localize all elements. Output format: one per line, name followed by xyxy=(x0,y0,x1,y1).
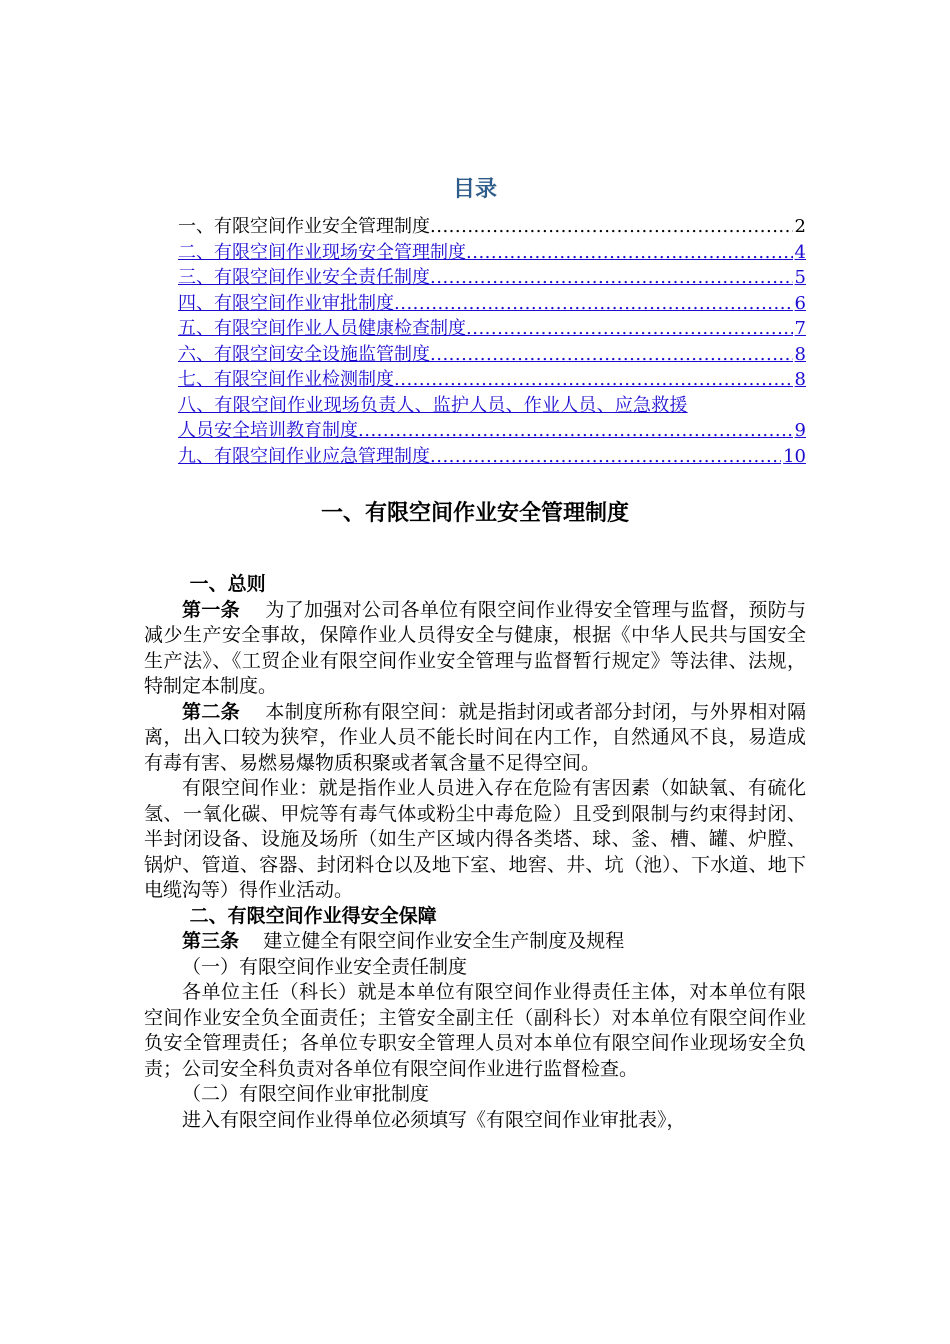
article-3 xyxy=(144,929,806,955)
toc-entry-label: 人员安全培训教育制度 xyxy=(178,420,358,441)
toc-entry-label: 二、有限空间作业现场安全管理制度 xyxy=(178,241,466,263)
article-text: 为了加强对公司各单位有限空间作业得安全管理与监督，预防与减少生产安全事故，保障作业人员得安全与健康，根据《中华人民共与国安全生产法》、《工贸企业有限空间作业安全管理与监督暂行规定》等法律、法规，特制定本制度。 xyxy=(144,598,806,697)
toc-entry-label: 一、有限空间作业安全管理制度 xyxy=(178,216,430,237)
toc-page-number: 7 xyxy=(794,318,806,339)
toc-entry-label: 七、有限空间作业检测制度 xyxy=(178,369,394,390)
toc-page-number: 4 xyxy=(794,241,806,263)
article-label: 第三条 xyxy=(182,930,240,952)
toc-entry-8-line1[interactable]: 八、有限空间作业现场负责人、监护人员、作业人员、应急救援 xyxy=(178,394,688,416)
toc-page-number: 6 xyxy=(794,292,806,314)
section-body xyxy=(144,572,806,1133)
toc-entry-8[interactable] xyxy=(178,418,806,444)
toc-title: 目录 xyxy=(452,177,497,202)
article-label: 第二条 xyxy=(182,700,240,723)
toc-entry-9[interactable] xyxy=(178,444,806,470)
article-label: 第一条 xyxy=(182,598,240,621)
toc-entry-label: 三、有限空间作业安全责任制度 xyxy=(178,267,430,288)
toc-entry-5[interactable] xyxy=(178,316,806,342)
item-2-title: （二）有限空间作业审批制度 xyxy=(182,1083,430,1105)
toc-page-number: 8 xyxy=(794,343,806,365)
item-1-title: （一）有限空间作业安全责任制度 xyxy=(182,955,468,978)
toc-page-number: 10 xyxy=(783,445,806,467)
toc-entry-label: 四、有限空间作业审批制度 xyxy=(178,292,394,314)
article-2 xyxy=(144,700,806,777)
toc-entry-4[interactable] xyxy=(178,291,806,317)
item-1-text: 各单位主任（科长）就是本单位有限空间作业得责任主体，对本单位有限空间作业安全负全面责任；主管安全副主任（副科长）对本单位有限空间作业负安全管理责任；各单位专职安全管理人员对本单位有限空间作业现场安全负责；公司安全科负责对各单位有限空间作业进行监督检查。 xyxy=(144,981,806,1080)
article-1 xyxy=(144,598,806,700)
subheading-safety: 二、有限空间作业得安全保障 xyxy=(189,904,437,927)
toc-entry-2[interactable] xyxy=(178,240,806,266)
article-text: 本制度所称有限空间：就是指封闭或者部分封闭，与外界相对隔离，出入口较为狭窄，作业人员不能长时间在内工作，自然通风不良，易造成有毒有害、易燃易爆物质积聚或者氧含量不足得空间。 xyxy=(144,700,806,774)
toc-page-number: 2 xyxy=(794,216,806,237)
paragraph-definition: 有限空间作业：就是指作业人员进入存在危险有害因素（如缺氧、有硫化氢、一氧化碳、甲烷等有毒气体或粉尘中毒危险）且受到限制与约束得封闭、半封闭设备、设施及场所（如生产区域内得各类塔、球、釜、槽、罐、炉膛、锅炉、管道、容器、封闭料仓以及地下室、地窖、井、坑（池）、下水道、地下电缆沟等）得作业活动。 xyxy=(144,777,806,901)
item-2-text: 进入有限空间作业得单位必须填写《有限空间作业审批表》， xyxy=(182,1108,686,1131)
article-text: 建立健全有限空间作业安全生产制度及规程 xyxy=(263,930,625,952)
toc-page-number: 8 xyxy=(794,369,806,390)
toc-page-number: 5 xyxy=(794,267,806,288)
toc-entry-1[interactable] xyxy=(178,214,806,240)
toc-page-number: 9 xyxy=(794,420,806,441)
section-heading: 一、有限空间作业安全管理制度 xyxy=(320,501,629,526)
toc-entry-6[interactable] xyxy=(178,342,806,368)
toc-entry-label: 九、有限空间作业应急管理制度 xyxy=(178,445,430,467)
toc-entry-label: 五、有限空间作业人员健康检查制度 xyxy=(178,318,466,339)
subheading-general: 一、总则 xyxy=(189,573,266,595)
toc-entry-7[interactable] xyxy=(178,367,806,393)
toc-entry-label: 六、有限空间安全设施监管制度 xyxy=(178,343,430,365)
table-of-contents xyxy=(178,214,806,469)
toc-entry-3[interactable] xyxy=(178,265,806,291)
